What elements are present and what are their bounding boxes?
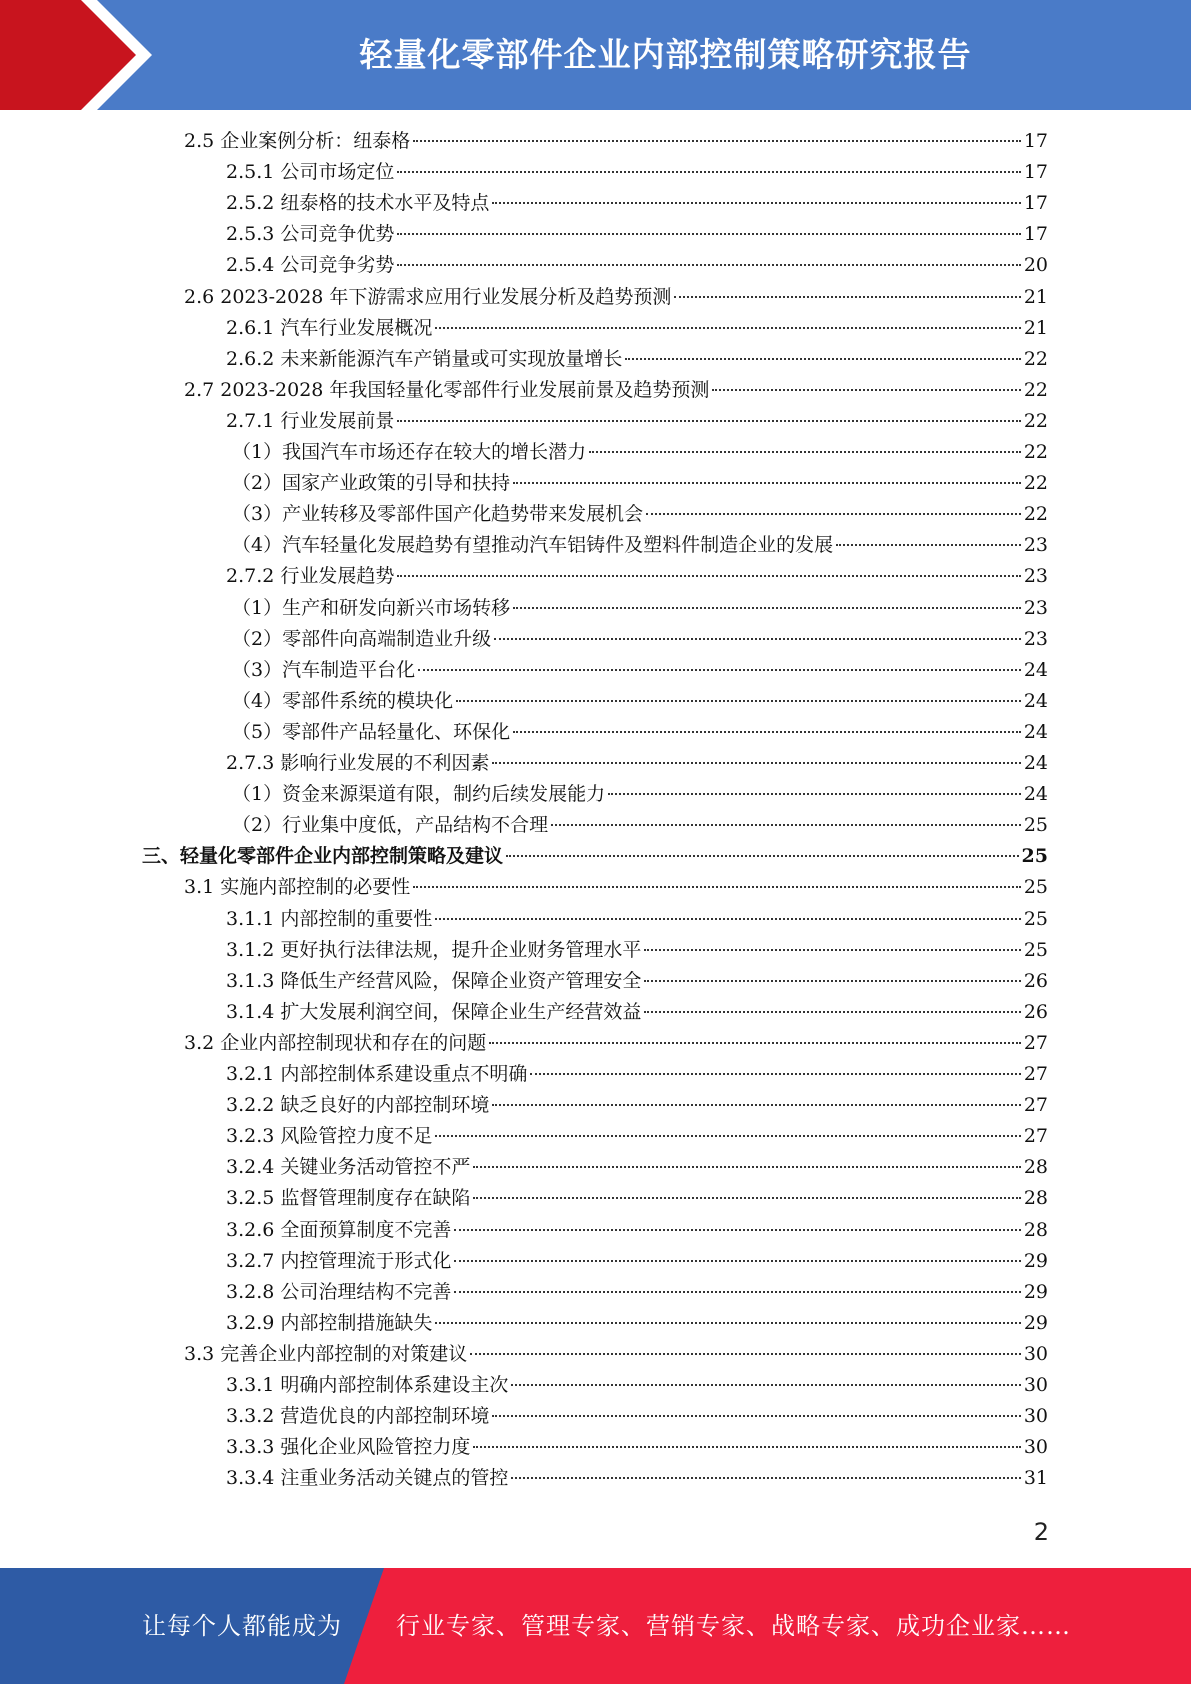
toc-dot-leader [397,264,1020,266]
toc-entry-label: 3.2.8 公司治理结构不完善 [226,1280,452,1303]
toc-entry-label: 3.1.1 内部控制的重要性 [226,907,433,930]
toc-entry-label: 3.2 企业内部控制现状和存在的问题 [184,1031,487,1054]
toc-entry[interactable] [232,499,1048,530]
toc-entry-page: 25 [1021,845,1048,868]
toc-entry-label: 3.3.1 明确内部控制体系建设主次 [226,1374,509,1396]
toc-dot-leader [454,1229,1020,1231]
toc-entry-page: 25 [1023,938,1048,961]
toc-dot-leader [435,327,1020,329]
toc-entry-label: （2）零部件向高端制造业升级 [232,627,492,650]
toc-entry[interactable] [226,219,1048,250]
toc-dot-leader [418,669,1021,671]
toc-entry-page: 22 [1023,472,1048,495]
toc-entry-page: 22 [1023,503,1048,526]
toc-entry[interactable] [232,779,1048,810]
toc-dot-leader [644,980,1020,982]
toc-dot-leader [608,793,1021,795]
toc-entry[interactable] [232,686,1048,717]
toc-entry[interactable] [232,593,1048,624]
toc-entry[interactable] [226,1401,1048,1432]
toc-entry[interactable] [226,344,1048,375]
toc-entry[interactable] [226,561,1048,592]
toc-entry-label: 2.7 2023-2028 年我国轻量化零部件行业发展前景及趋势预测 [184,378,710,401]
toc-dot-leader [489,1042,1021,1044]
toc-entry[interactable] [226,1059,1048,1090]
toc-entry-page: 17 [1023,223,1048,246]
toc-entry-label: 2.5.1 公司市场定位 [226,161,395,184]
toc-dot-leader [473,1197,1020,1199]
toc-dot-leader [513,482,1021,484]
toc-entry-label: （2）行业集中度低，产品结构不合理 [232,814,549,837]
toc-entry[interactable] [226,748,1048,779]
toc-entry[interactable] [226,157,1048,188]
toc-entry-page: 29 [1023,1280,1048,1303]
toc-dot-leader [397,171,1020,173]
toc-dot-leader [506,855,1019,857]
toc-entry-page: 25 [1023,876,1048,899]
toc-entry[interactable] [232,437,1048,468]
page-footer [0,1568,1191,1684]
report-title: 轻量化零部件企业内部控制策略研究报告 [359,35,972,74]
toc-entry-page: 29 [1023,1249,1048,1272]
toc-dot-leader [492,1104,1020,1106]
toc-entry-label: 2.6.1 汽车行业发展概况 [226,316,433,339]
toc-entry-label: （1）生产和研发向新兴市场转移 [232,596,511,619]
toc-entry-page: 24 [1023,720,1048,743]
toc-entry[interactable] [232,624,1048,655]
toc-entry-page: 27 [1023,1125,1048,1148]
toc-entry[interactable] [184,375,1048,406]
toc-dot-leader [492,202,1020,204]
toc-entry-label: （5）零部件产品轻量化、环保化 [232,720,511,743]
toc-entry-label: 3.1.2 更好执行法律法规，提升企业财务管理水平 [226,938,642,961]
toc-entry[interactable] [226,1215,1048,1246]
toc-entry-label: 2.5 企业案例分析：纽泰格 [184,130,411,152]
toc-entry[interactable] [226,1432,1048,1463]
toc-entry[interactable] [226,1370,1048,1401]
toc-entry-label: 2.5.4 公司竞争劣势 [226,254,395,277]
toc-entry[interactable] [142,841,1048,872]
toc-entry[interactable] [232,810,1048,841]
toc-entry-label: 3.2.3 风险管控力度不足 [226,1125,433,1148]
toc-entry-label: （2）国家产业政策的引导和扶持 [232,472,511,495]
toc-entry-label: 2.7.3 影响行业发展的不利因素 [226,752,490,774]
toc-entry[interactable] [226,1308,1048,1339]
toc-entry-page: 21 [1023,316,1048,339]
toc-dot-leader [473,1446,1020,1448]
toc-entry-label: （4）汽车轻量化发展趋势有望推动汽车铝铸件及塑料件制造企业的发展 [232,534,834,557]
toc-entry-page: 24 [1023,783,1048,806]
toc-entry-page: 24 [1023,752,1048,774]
toc-entry[interactable] [226,935,1048,966]
toc-dot-leader [413,886,1021,888]
toc-entry-page: 23 [1023,596,1048,619]
toc-entry-page: 23 [1023,627,1048,650]
toc-entry-page: 26 [1023,969,1048,992]
toc-dot-leader [397,233,1020,235]
toc-dot-leader [470,1353,1021,1355]
toc-entry-page: 29 [1023,1311,1048,1334]
toc-entry-label: 3.1 实施内部控制的必要性 [184,876,411,899]
toc-entry-label: 3.1.4 扩大发展利润空间，保障企业生产经营效益 [226,1000,642,1023]
toc-entry-page: 25 [1023,814,1048,837]
toc-entry-label: 2.5.3 公司竞争优势 [226,223,395,246]
toc-entry-label: 2.7.2 行业发展趋势 [226,565,395,588]
toc-dot-leader [492,1415,1020,1417]
toc-entry-page: 22 [1023,378,1048,401]
toc-entry[interactable] [232,468,1048,499]
toc-entry[interactable] [226,997,1048,1028]
toc-dot-leader [625,358,1020,360]
toc-entry[interactable] [226,1246,1048,1277]
toc-entry-label: 3.1.3 降低生产经营风险，保障企业资产管理安全 [226,969,642,992]
toc-entry-page: 25 [1023,907,1048,930]
toc-entry[interactable] [226,313,1048,344]
toc-entry-label: 2.6 2023-2028 年下游需求应用行业发展分析及趋势预测 [184,285,672,308]
toc-entry-label: 三、轻量化零部件企业内部控制策略及建议 [142,845,504,868]
toc-entry-page: 30 [1023,1342,1048,1365]
toc-entry-label: 3.2.5 监督管理制度存在缺陷 [226,1187,471,1210]
toc-entry-label: 3.2.4 关键业务活动管控不严 [226,1156,471,1179]
toc-entry[interactable] [184,1339,1048,1370]
toc-entry-page: 26 [1023,1000,1048,1023]
toc-entry-label: 3.2.9 内部控制措施缺失 [226,1311,433,1334]
toc-entry-label: 2.6.2 未来新能源汽车产销量或可实现放量增长 [226,347,623,370]
toc-entry[interactable] [184,872,1048,903]
toc-entry-page: 28 [1023,1156,1048,1179]
toc-dot-leader [646,513,1021,515]
toc-entry-label: 3.3.4 注重业务活动关键点的管控 [226,1467,509,1490]
toc-entry-label: （3）产业转移及零部件国产化趋势带来发展机会 [232,503,644,526]
toc-dot-leader [511,1477,1020,1479]
toc-entry-label: 2.5.2 纽泰格的技术水平及特点 [226,192,490,215]
toc-entry-page: 23 [1023,565,1048,588]
toc-dot-leader [492,762,1020,764]
toc-entry-page: 27 [1023,1094,1048,1117]
toc-dot-leader [511,1384,1020,1386]
toc-entry-page: 30 [1023,1436,1048,1459]
toc-entry-page: 22 [1023,409,1048,432]
toc-entry-page: 28 [1023,1218,1048,1241]
toc-dot-leader [435,1135,1020,1137]
toc-dot-leader [397,420,1020,422]
toc-entry-label: 3.3 完善企业内部控制的对策建议 [184,1342,468,1365]
toc-entry-page: 17 [1023,192,1048,215]
toc-dot-leader [397,575,1020,577]
toc-entry[interactable] [184,282,1048,313]
toc-dot-leader [513,731,1021,733]
toc-entry-label: （1）资金来源渠道有限，制约后续发展能力 [232,783,606,806]
toc-entry[interactable] [226,1090,1048,1121]
toc-entry-page: 17 [1023,161,1048,184]
toc-dot-leader [435,1322,1020,1324]
toc-entry-label: 3.2.2 缺乏良好的内部控制环境 [226,1094,490,1117]
toc-dot-leader [454,1291,1020,1293]
header-red-chevron [0,0,136,110]
toc-entry[interactable] [226,1183,1048,1214]
toc-entry-page: 24 [1023,658,1048,681]
toc-entry[interactable] [226,1463,1048,1494]
toc-entry-label: 3.3.3 强化企业风险管控力度 [226,1436,471,1459]
toc-entry[interactable] [232,717,1048,748]
toc-entry[interactable] [226,406,1048,437]
toc-entry[interactable] [226,188,1048,219]
toc-dot-leader [456,700,1021,702]
toc-entry-page: 30 [1023,1405,1048,1428]
toc-entry-label: 3.2.1 内部控制体系建设重点不明确 [226,1063,528,1085]
toc-entry-label: 3.3.2 营造优良的内部控制环境 [226,1405,490,1428]
toc-dot-leader [644,949,1020,951]
toc-entry-page: 24 [1023,689,1048,712]
footer-slogan-right: 行业专家、管理专家、营销专家、战略专家、成功企业家…… [396,1612,1071,1640]
toc-entry[interactable] [226,1152,1048,1183]
page-number: 2 [1033,1518,1049,1546]
toc-entry-page: 31 [1023,1467,1048,1490]
toc-dot-leader [513,607,1021,609]
toc-dot-leader [712,389,1020,391]
toc-entry-label: 3.2.6 全面预算制度不完善 [226,1218,452,1241]
toc-entry[interactable] [226,1277,1048,1308]
toc-entry[interactable] [226,1121,1048,1152]
toc-dot-leader [589,451,1021,453]
toc-entry-page: 30 [1023,1374,1048,1396]
toc-dot-leader [413,140,1021,142]
toc-entry-label: （3）汽车制造平台化 [232,658,416,681]
toc-entry-page: 21 [1023,285,1048,308]
toc-entry[interactable] [232,530,1048,561]
toc-entry[interactable] [184,126,1048,157]
toc-dot-leader [674,296,1020,298]
toc-dot-leader [551,824,1021,826]
toc-entry-page: 28 [1023,1187,1048,1210]
toc-entry-page: 22 [1023,347,1048,370]
toc-dot-leader [435,918,1020,920]
page-header [0,0,1191,110]
toc-dot-leader [530,1073,1020,1075]
toc-entry-label: 2.7.1 行业发展前景 [226,409,395,432]
toc-entry-label: 3.2.7 内控管理流于形式化 [226,1249,452,1272]
toc-entry-label: （4）零部件系统的模块化 [232,689,454,712]
toc-dot-leader [473,1166,1020,1168]
toc-entry[interactable] [232,655,1048,686]
toc-entry-page: 23 [1023,534,1048,557]
toc-dot-leader [644,1011,1020,1013]
toc-entry[interactable] [226,250,1048,281]
toc-entry-page: 27 [1023,1063,1048,1085]
toc-dot-leader [494,638,1021,640]
toc-entry-page: 17 [1023,130,1048,152]
toc-dot-leader [836,544,1021,546]
toc-entry-page: 20 [1023,254,1048,277]
toc-entry-label: （1）我国汽车市场还存在较大的增长潜力 [232,441,587,463]
toc-dot-leader [454,1260,1020,1262]
toc-entry[interactable] [226,904,1048,935]
toc-entry[interactable] [184,1028,1048,1059]
toc-entry-page: 27 [1023,1031,1048,1054]
toc-entry[interactable] [226,966,1048,997]
footer-slogan-left: 让每个人都能成为 [142,1612,342,1640]
toc-entry-page: 22 [1023,441,1048,463]
